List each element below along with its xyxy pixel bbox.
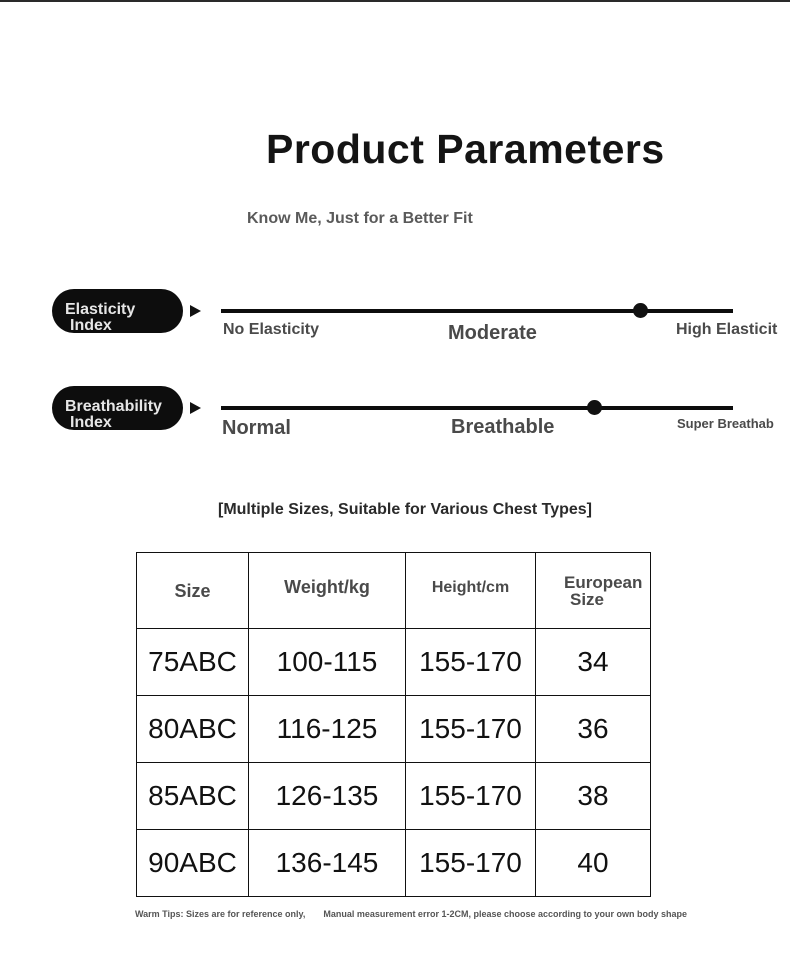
header-size: Size [137, 553, 249, 629]
top-divider [0, 0, 790, 2]
cell-height: 155-170 [406, 830, 536, 897]
size-table [136, 552, 651, 897]
breathability-scale-label-mid: Breathable [451, 416, 555, 438]
cell-height: 155-170 [406, 629, 536, 696]
breathability-scale-label-low: Normal [222, 417, 291, 439]
breathability-badge-line2: Index [70, 414, 112, 431]
breathability-scale-label-high: Super Breathab [677, 416, 774, 431]
elasticity-scale-label-mid: Moderate [448, 322, 537, 344]
cell-european-size: 34 [536, 629, 651, 696]
table-row [137, 830, 651, 897]
cell-weight: 136-145 [249, 830, 406, 897]
table-row [137, 696, 651, 763]
header-european-size [536, 553, 651, 629]
elasticity-badge-line2: Index [70, 317, 112, 334]
cell-height: 155-170 [406, 763, 536, 830]
breathability-index-row [0, 385, 790, 445]
elasticity-index-badge [52, 289, 183, 333]
arrow-right-icon [190, 402, 201, 414]
warm-tip-note [135, 909, 687, 919]
warm-tip-part2: Manual measurement error 1-2CM, please choose according to your own body shape [323, 909, 687, 919]
arrow-right-icon [190, 305, 201, 317]
page-title: Product Parameters [266, 126, 665, 172]
cell-height: 155-170 [406, 696, 536, 763]
cell-weight: 126-135 [249, 763, 406, 830]
header-height: Height/cm [406, 553, 536, 629]
elasticity-index-row [0, 288, 790, 348]
breathability-level-marker [587, 400, 602, 415]
cell-size: 80ABC [137, 696, 249, 763]
elasticity-scale-line [221, 309, 733, 313]
cell-european-size: 40 [536, 830, 651, 897]
cell-weight: 100-115 [249, 629, 406, 696]
size-table-header-row [137, 553, 651, 629]
cell-size: 90ABC [137, 830, 249, 897]
cell-weight: 116-125 [249, 696, 406, 763]
header-european-size-line1: European [564, 572, 643, 592]
table-row [137, 629, 651, 696]
header-weight: Weight/kg [249, 553, 406, 629]
elasticity-scale-label-low: No Elasticity [223, 321, 320, 338]
cell-european-size: 36 [536, 696, 651, 763]
elasticity-badge-line1: Elasticity [65, 301, 136, 318]
elasticity-scale-label-high: High Elasticit [676, 321, 778, 338]
breathability-index-badge [52, 386, 183, 430]
page-subtitle: Know Me, Just for a Better Fit [247, 210, 473, 227]
elasticity-level-marker [633, 303, 648, 318]
breathability-scale-line [221, 406, 733, 410]
cell-size: 85ABC [137, 763, 249, 830]
table-row [137, 763, 651, 830]
warm-tip-part1: Warm Tips: Sizes are for reference only, [135, 909, 306, 919]
cell-size: 75ABC [137, 629, 249, 696]
header-european-size-line2: Size [570, 589, 605, 609]
breathability-badge-line1: Breathability [65, 398, 162, 415]
cell-european-size: 38 [536, 763, 651, 830]
size-section-caption: [Multiple Sizes, Suitable for Various Chest Types] [218, 501, 592, 518]
